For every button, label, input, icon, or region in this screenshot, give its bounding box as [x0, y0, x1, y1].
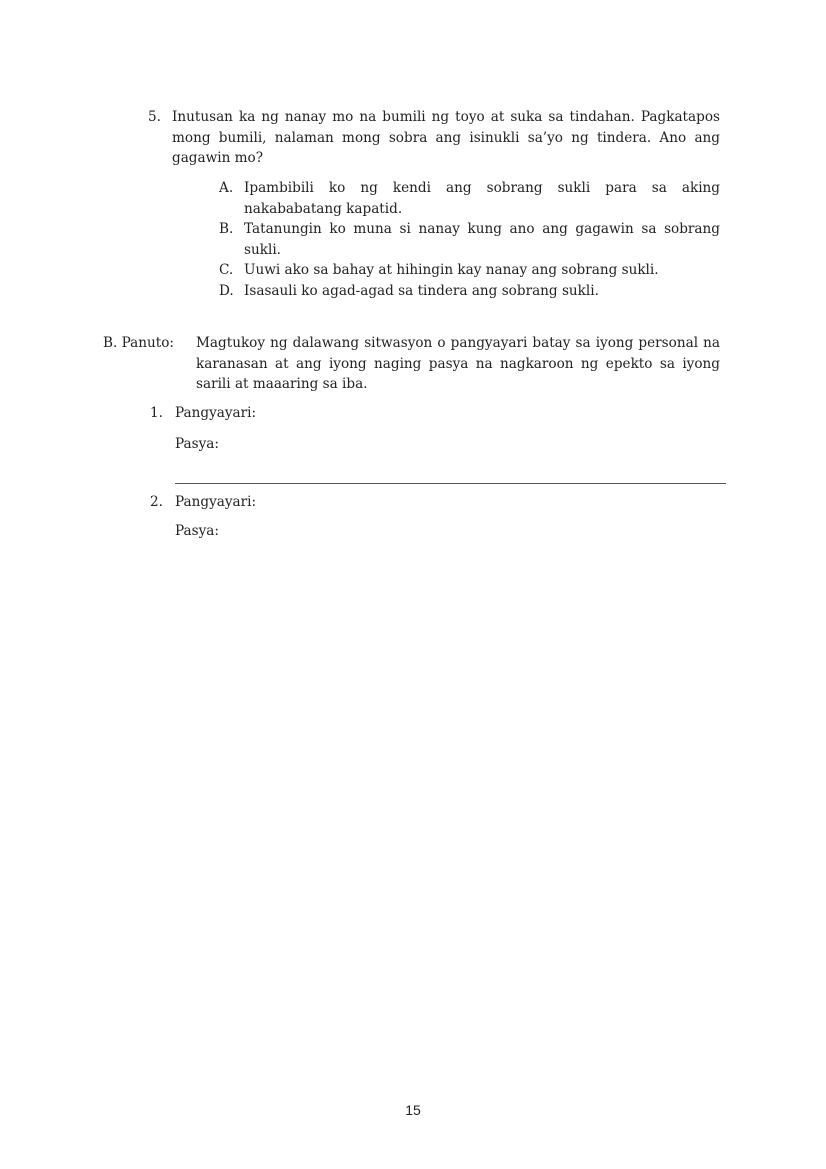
option-letter: A.: [219, 180, 234, 196]
option-letter: B.: [219, 221, 234, 237]
decision-label: Pasya:: [175, 523, 219, 539]
event-label: Pangyayari:: [175, 405, 257, 421]
option-text: Uuwi ako sa bahay at hihingin kay nanay ang sobrang sukli.: [244, 262, 659, 278]
section-label: B. Panuto:: [103, 335, 175, 351]
option-text: Isasauli ko agad-agad sa tindera ang sobrang sukli.: [244, 283, 599, 299]
item-number: 2.: [150, 494, 163, 510]
option-letter: C.: [219, 262, 234, 278]
option-text: Ipambibili ko ng kendi ang sobrang sukli para sa aking nakababatang kapatid.: [244, 180, 720, 217]
event-label: Pangyayari:: [175, 494, 257, 510]
section-instructions: Magtukoy ng dalawang sitwasyon o pangyayari batay sa iyong personal na karanasan at ang iyong naging pasya na nagkaroon ng epekto sa iyong sarili at maaaring sa iba.: [196, 335, 720, 392]
answer-divider-line: [175, 483, 726, 484]
question-text: Inutusan ka ng nanay mo na bumili ng toyo at suka sa tindahan. Pagkatapos mong bumili, nalaman mong sobra ang isinukli sa’yo ng tindera. Ano ang gagawin mo?: [172, 109, 720, 166]
page-number: 15: [405, 1102, 421, 1118]
option-text: Tatanungin ko muna si nanay kung ano ang gagawin sa sobrang sukli.: [244, 221, 720, 258]
question-number: 5.: [148, 109, 161, 125]
item-number: 1.: [150, 405, 163, 421]
option-letter: D.: [219, 283, 234, 299]
decision-label: Pasya:: [175, 436, 219, 452]
